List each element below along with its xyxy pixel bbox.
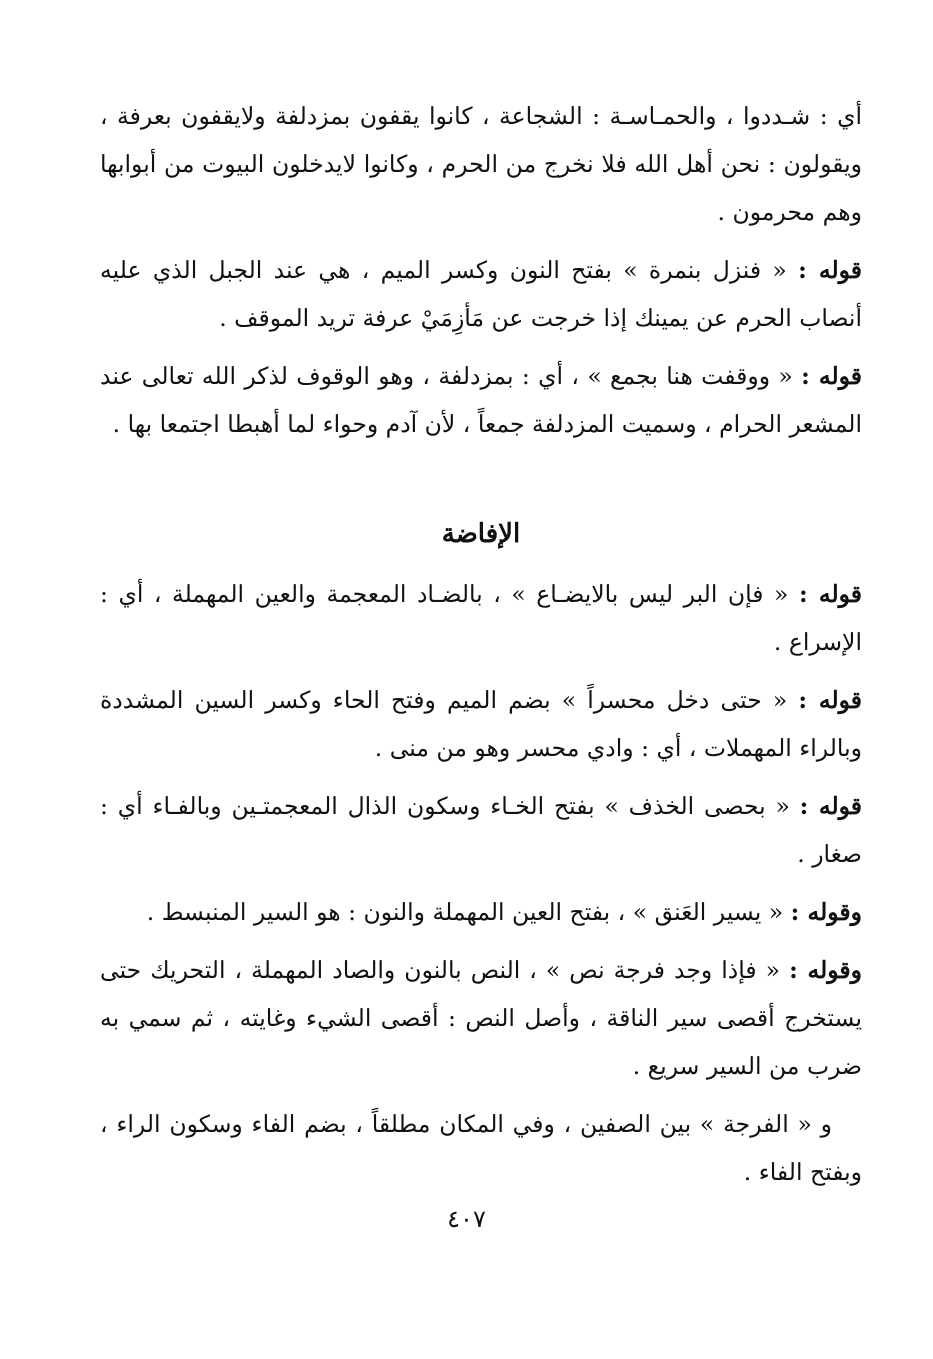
paragraph-7	[100, 888, 862, 936]
paragraph-8-keyword: وقوله :	[789, 956, 862, 984]
paragraph-4	[100, 570, 862, 666]
paragraph-1	[100, 92, 862, 236]
paragraph-4-keyword: قوله :	[798, 580, 862, 608]
paragraph-5-text: « حتى دخل محسراً » بضم الميم وفتح الحاء وكسر السين المشددة وبالراء المهملات ، أي : وادي محسر وهو من منى .	[100, 686, 862, 762]
paragraph-6	[100, 782, 862, 878]
paragraph-2	[100, 246, 862, 342]
page-body	[100, 92, 862, 1206]
paragraph-2-keyword: قوله :	[798, 256, 862, 284]
paragraph-6-text: « بحصى الخذف » بفتح الخـاء وسكون الذال المعجمتـين وبالفـاء أي : صغار .	[100, 792, 862, 868]
paragraph-6-keyword: قوله :	[799, 792, 862, 820]
paragraph-2-text: « فنزل بنمرة » بفتح النون وكسر الميم ، هي عند الجبل الذي عليه أنصاب الحرم عن يمينك إذا خرجت عن مَأزِمَيْ عرفة تريد الموقف .	[100, 256, 862, 332]
paragraph-8	[100, 946, 862, 1090]
page-number: ٤٠٧	[447, 1205, 486, 1233]
paragraph-7-keyword: وقوله :	[790, 898, 862, 926]
paragraph-3	[100, 352, 862, 448]
paragraph-4-text: « فإن البر ليس بالايضـاع » ، بالضـاد المعجمة والعين المهملة ، أي : الإسراع .	[100, 580, 862, 656]
paragraph-3-keyword: قوله :	[801, 362, 862, 390]
section-heading: الإفاضة	[441, 519, 521, 549]
paragraph-5	[100, 676, 862, 772]
paragraph-3-text: « ووقفت هنا بجمع » ، أي : بمزدلفة ، وهو الوقوف لذكر الله تعالى عند المشعر الحرام ، وسميت المزدلفة جمعاً ، لأن آدم وحواء لما أهبطا اجتمعا بها .	[100, 362, 862, 438]
paragraph-1-text: أي : شـددوا ، والحمـاسـة : الشجاعة ، كانوا يقفون بمزدلفة ولايقفون بعرفة ، ويقولون : نحن أهل الله فلا نخرج من الحرم ، وكانوا لايدخلون البيوت من أبوابها وهم محرمون .	[100, 102, 862, 226]
paragraph-9	[100, 1100, 862, 1196]
paragraph-8-text: « فإذا وجد فرجة نص » ، النص بالنون والصاد المهملة ، التحريك حتى يستخرج أقصى سير الناقة ، وأصل النص : أقصى الشيء وغايته ، ثم سمي به ضرب من السير سريع .	[100, 956, 862, 1080]
paragraph-7-text: « يسير العَنق » ، بفتح العين المهملة والنون : هو السير المنبسط .	[146, 898, 791, 926]
paragraph-5-keyword: قوله :	[798, 686, 862, 714]
paragraph-9-text: و « الفرجة » بين الصفين ، وفي المكان مطلقاً ، بضم الفاء وسكون الراء ، وبفتح الفاء .	[100, 1110, 862, 1186]
